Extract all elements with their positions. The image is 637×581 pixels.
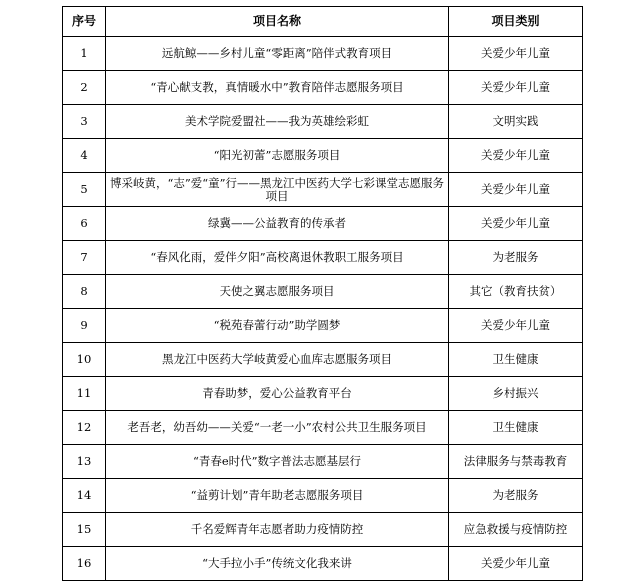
cell-name: “大手拉小手”传统文化我来讲	[106, 547, 449, 581]
cell-name: 老吾老，幼吾幼——关爱“一老一小”农村公共卫生服务项目	[106, 411, 449, 445]
cell-category: 关爱少年儿童	[449, 207, 583, 241]
cell-index: 3	[63, 105, 106, 139]
table-row	[63, 513, 583, 547]
cell-name: “青春e时代”数字普法志愿基层行	[106, 445, 449, 479]
cell-index: 1	[63, 37, 106, 71]
cell-category: 关爱少年儿童	[449, 71, 583, 105]
cell-index: 11	[63, 377, 106, 411]
cell-category: 关爱少年儿童	[449, 309, 583, 343]
cell-name: 千名爱辉青年志愿者助力疫情防控	[106, 513, 449, 547]
header-row	[63, 7, 583, 37]
cell-category: 法律服务与禁毒教育	[449, 445, 583, 479]
cell-index: 12	[63, 411, 106, 445]
header-index: 序号	[63, 7, 106, 37]
cell-index: 13	[63, 445, 106, 479]
cell-name: 黑龙江中医药大学岐黄爱心血库志愿服务项目	[106, 343, 449, 377]
cell-index: 10	[63, 343, 106, 377]
cell-index: 8	[63, 275, 106, 309]
cell-name: “青心献支教，真情暖水中”教育陪伴志愿服务项目	[106, 71, 449, 105]
table-row	[63, 411, 583, 445]
table-row	[63, 139, 583, 173]
cell-name: 美术学院爱盟社——我为英雄绘彩虹	[106, 105, 449, 139]
cell-name: “春风化雨，爱伴夕阳”高校离退休教职工服务项目	[106, 241, 449, 275]
cell-category: 关爱少年儿童	[449, 139, 583, 173]
cell-category: 应急救援与疫情防控	[449, 513, 583, 547]
cell-index: 7	[63, 241, 106, 275]
cell-index: 15	[63, 513, 106, 547]
cell-index: 6	[63, 207, 106, 241]
table-row	[63, 547, 583, 581]
header-category: 项目类别	[449, 7, 583, 37]
table-row	[63, 37, 583, 71]
table-row	[63, 173, 583, 207]
cell-name: “益剪计划”青年助老志愿服务项目	[106, 479, 449, 513]
cell-name: 绿冀——公益教育的传承者	[106, 207, 449, 241]
cell-name: 青春助梦，爱心公益教育平台	[106, 377, 449, 411]
project-table	[62, 6, 583, 581]
table-row	[63, 207, 583, 241]
table-row	[63, 445, 583, 479]
cell-category: 为老服务	[449, 479, 583, 513]
cell-category: 卫生健康	[449, 411, 583, 445]
table-row	[63, 71, 583, 105]
table-row	[63, 275, 583, 309]
cell-index: 2	[63, 71, 106, 105]
cell-category: 关爱少年儿童	[449, 37, 583, 71]
cell-name: 天使之翼志愿服务项目	[106, 275, 449, 309]
cell-index: 16	[63, 547, 106, 581]
cell-name: 博采岐黄，“志”爱“童”行——黑龙江中医药大学七彩课堂志愿服务项目	[106, 173, 449, 207]
cell-category: 其它（教育扶贫）	[449, 275, 583, 309]
cell-name: “税苑春蕾行动”助学圆梦	[106, 309, 449, 343]
cell-name: “阳光初蕾”志愿服务项目	[106, 139, 449, 173]
cell-category: 为老服务	[449, 241, 583, 275]
cell-index: 14	[63, 479, 106, 513]
cell-name: 远航鲸——乡村儿童“零距离”陪伴式教育项目	[106, 37, 449, 71]
cell-category: 关爱少年儿童	[449, 547, 583, 581]
cell-index: 4	[63, 139, 106, 173]
cell-category: 文明实践	[449, 105, 583, 139]
cell-category: 卫生健康	[449, 343, 583, 377]
header-name: 项目名称	[106, 7, 449, 37]
cell-category: 关爱少年儿童	[449, 173, 583, 207]
table-row	[63, 309, 583, 343]
table-row	[63, 105, 583, 139]
table-row	[63, 343, 583, 377]
table-row	[63, 241, 583, 275]
cell-index: 9	[63, 309, 106, 343]
cell-category: 乡村振兴	[449, 377, 583, 411]
table-row	[63, 479, 583, 513]
cell-index: 5	[63, 173, 106, 207]
table-row	[63, 377, 583, 411]
